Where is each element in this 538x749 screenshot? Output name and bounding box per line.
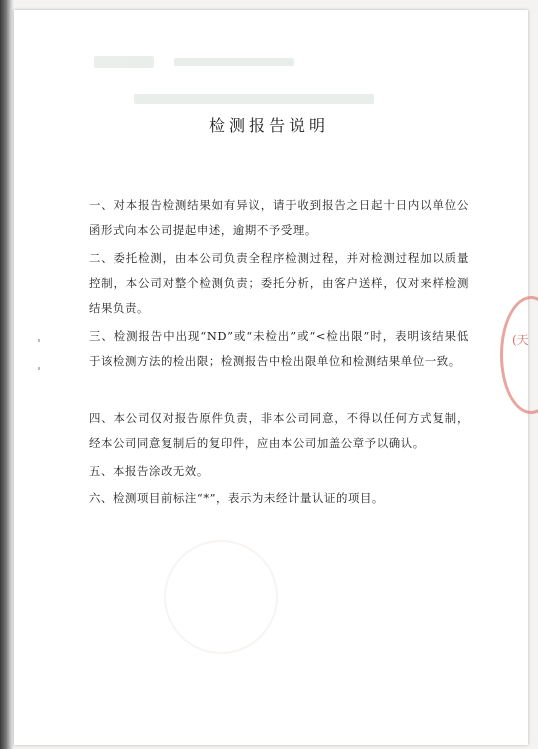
clause-2: 二、委托检测，由本公司负责全程序检测过程，并对检测过程加以质量控制，本公司对整个检测负责；委托分析，由客户送样，仅对来样检测结果负责。 xyxy=(89,251,469,315)
faint-seal-bleed xyxy=(164,540,278,654)
bleed-through-header xyxy=(74,48,434,118)
clause-3: 三、检测报告中出现“ND”或“未检出”或“<检出限”时，表明该结果低于该检测方法的检出限；检测报告中检出限单位和检测结果单位一致。 xyxy=(89,329,469,368)
clause-4: 四、本公司仅对报告原件负责，非本公司同意，不得以任何方式复制，经本公司同意复制后的复印件，应由本公司加盖公章予以确认。 xyxy=(89,411,469,450)
clause-5: 五、本报告涂改无效。 xyxy=(89,464,209,478)
stamp-fragment-text: (天 xyxy=(512,333,529,347)
margin-mark xyxy=(38,367,40,370)
page-title: 检测报告说明 xyxy=(208,116,329,135)
clause-1: 一、对本报告检测结果如有异议，请于收到报告之日起十日内以单位公函形式向本公司提起申述，逾期不予受理。 xyxy=(89,198,469,237)
margin-mark xyxy=(38,339,40,342)
clause-6: 六、检测项目前标注“*”，表示为未经计量认证的项目。 xyxy=(89,491,384,505)
